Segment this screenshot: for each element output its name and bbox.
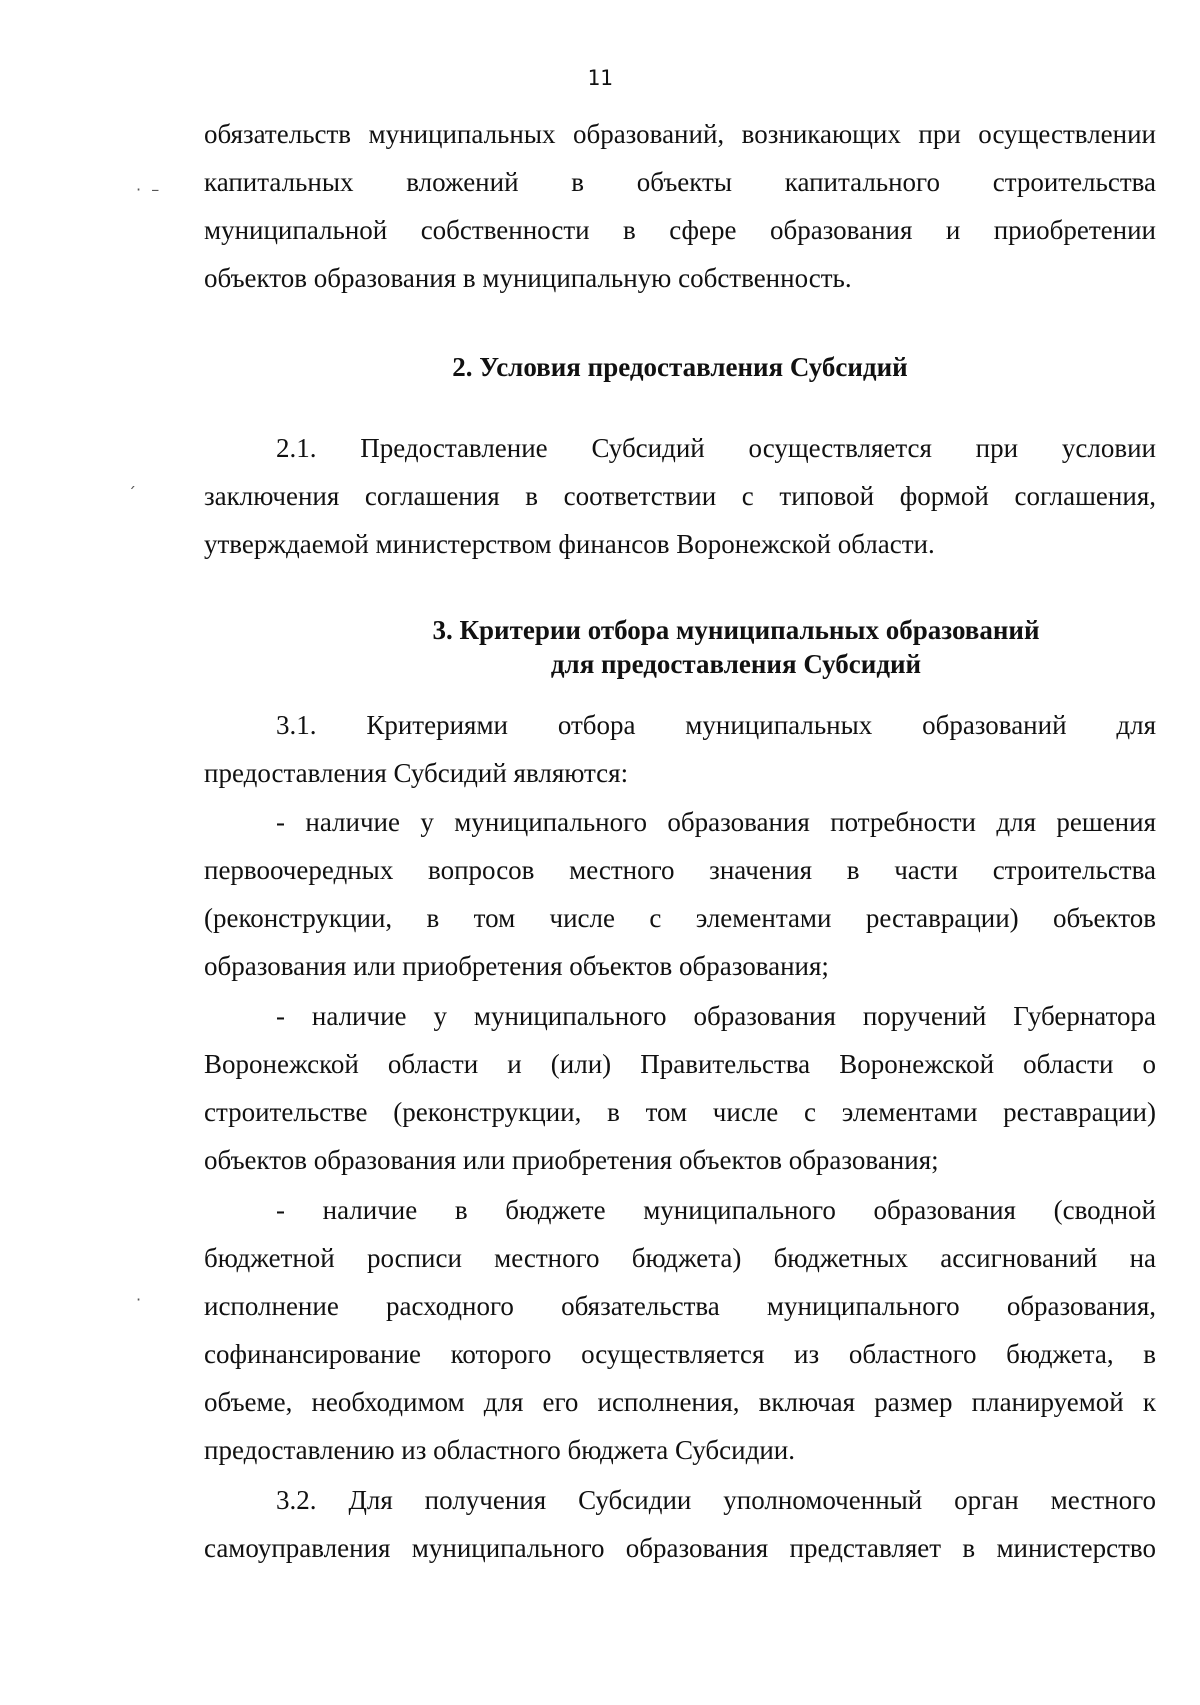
heading-line: 3. Критерии отбора муниципальных образований	[432, 615, 1040, 645]
criterion-3	[204, 1186, 1156, 1474]
text-line: 3.1. Критериями отбора муниципальных образований для	[276, 710, 1156, 740]
text-line: объеме, необходимом для его исполнения, включая размер планируемой к	[204, 1387, 1156, 1417]
text-line: - наличие у муниципального образования потребности для решения	[276, 807, 1156, 837]
text-line: софинансирование которого осуществляется из областного бюджета, в	[204, 1339, 1156, 1369]
text-line: - наличие у муниципального образования поручений Губернатора	[276, 1001, 1156, 1031]
paragraph-3-2	[204, 1476, 1156, 1572]
paragraph-3-1	[204, 701, 1156, 797]
section-2-heading	[204, 350, 1156, 384]
paragraph-2-1	[204, 424, 1156, 568]
text-line: предоставления Субсидий являются:	[204, 758, 629, 788]
text-line: исполнение расходного обязательства муниципального образования,	[204, 1291, 1156, 1321]
text-line: первоочередных вопросов местного значения в части строительства	[204, 855, 1156, 885]
scan-mark: ˏ	[128, 470, 136, 489]
criterion-2	[204, 992, 1156, 1184]
text-line: утверждаемой министерством финансов Воронежской области.	[204, 529, 935, 559]
page-number: 11	[587, 66, 613, 90]
text-line: заключения соглашения в соответствии с типовой формой соглашения,	[204, 481, 1156, 511]
text-line: обязательств муниципальных образований, возникающих при осуществлении	[204, 119, 1156, 149]
text-line: самоуправления муниципального образования представляет в министерство	[204, 1533, 1156, 1563]
text-line: образования или приобретения объектов образования;	[204, 951, 829, 981]
text-line: Воронежской области и (или) Правительства Воронежской области о	[204, 1049, 1156, 1079]
text-line: - наличие в бюджете муниципального образования (сводной	[276, 1195, 1156, 1225]
text-line: (реконструкции, в том числе с элементами реставрации) объектов	[204, 903, 1156, 933]
scan-mark: ·	[136, 1290, 142, 1309]
text-line: строительстве (реконструкции, в том числе с элементами реставрации)	[204, 1097, 1156, 1127]
text-line: предоставлению из областного бюджета Субсидии.	[204, 1435, 795, 1465]
heading-line: 2. Условия предоставления Субсидий	[452, 352, 908, 382]
criterion-1	[204, 798, 1156, 990]
text-line: объектов образования или приобретения объектов образования;	[204, 1145, 939, 1175]
text-line: бюджетной росписи местного бюджета) бюджетных ассигнований на	[204, 1243, 1156, 1273]
scan-mark: · –	[136, 180, 160, 199]
intro-paragraph	[204, 110, 1156, 302]
text-line: 2.1. Предоставление Субсидий осуществляется при условии	[276, 433, 1156, 463]
text-line: 3.2. Для получения Субсидии уполномоченный орган местного	[276, 1485, 1156, 1515]
heading-line: для предоставления Субсидий	[550, 649, 922, 679]
text-line: капитальных вложений в объекты капитального строительства	[204, 167, 1156, 197]
text-line: муниципальной собственности в сфере образования и приобретении	[204, 215, 1156, 245]
section-3-heading	[260, 613, 1200, 681]
text-line: объектов образования в муниципальную собственность.	[204, 263, 852, 293]
